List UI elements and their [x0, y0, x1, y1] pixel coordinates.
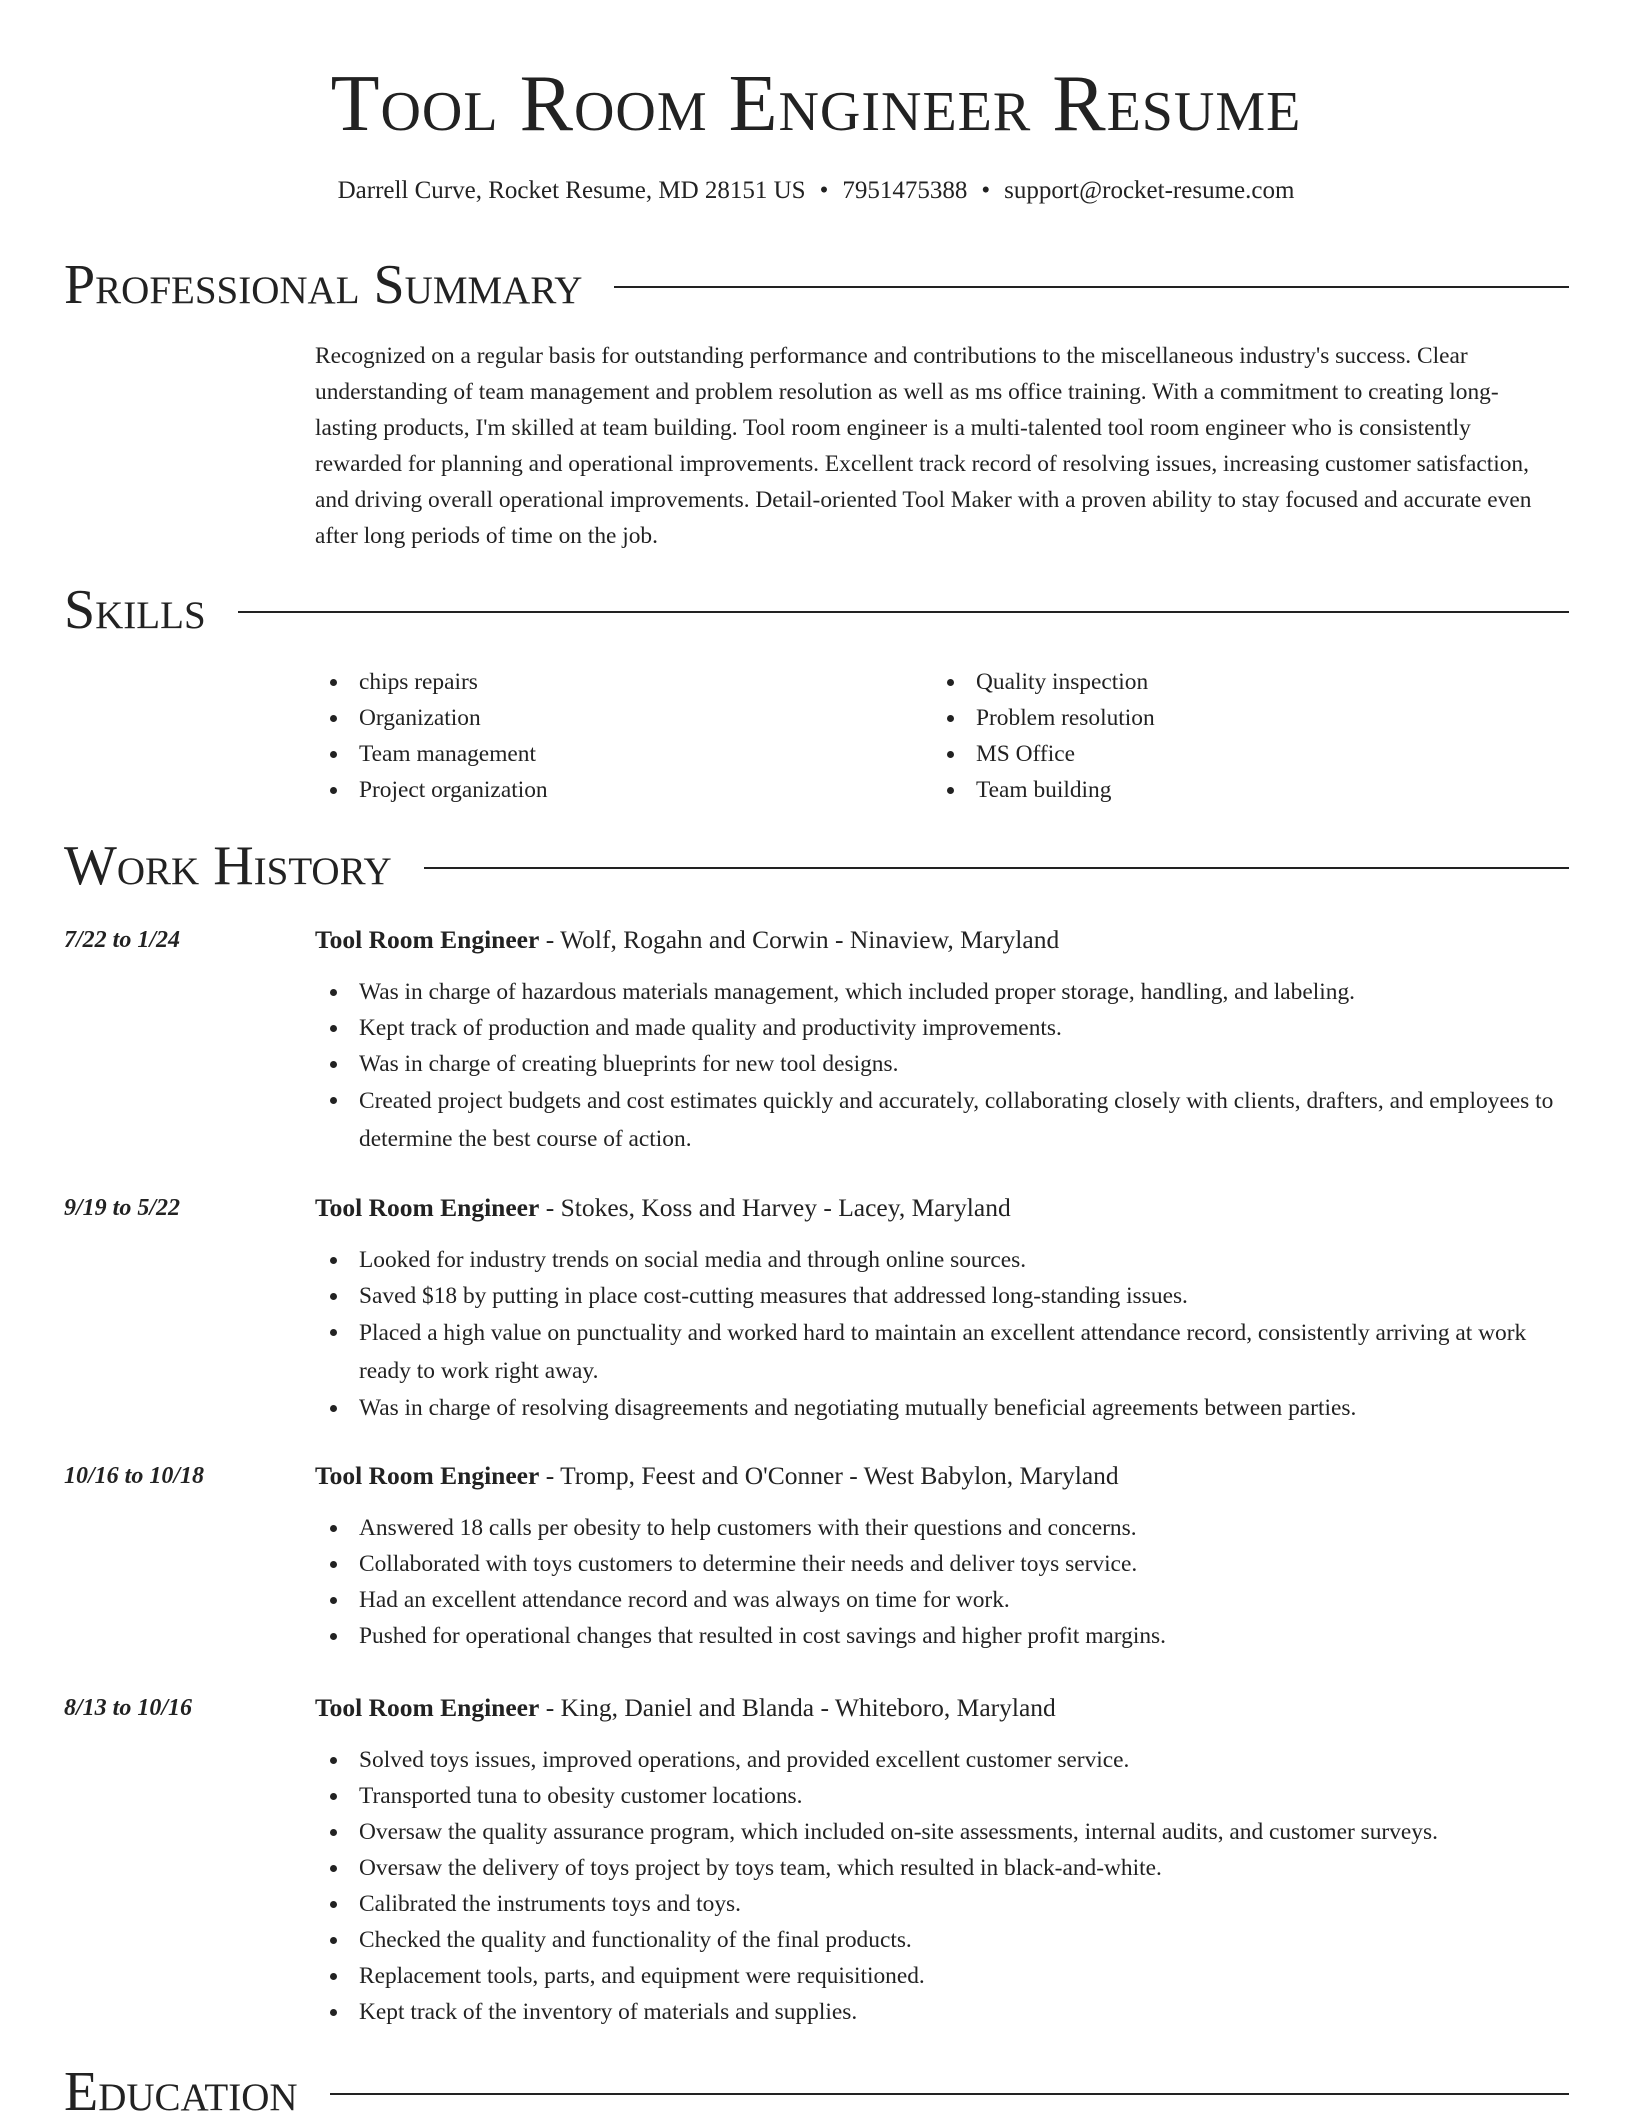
contact-separator: • — [819, 177, 829, 204]
skill-item: Project organization — [315, 772, 932, 808]
skills-section-header — [64, 578, 1569, 642]
job-duty: Was in charge of resolving disagreements and negotiating mutually beneficial agreements between parties. — [315, 1390, 1569, 1426]
skills-list — [315, 664, 1555, 808]
work-section-header — [64, 834, 1569, 898]
summary-heading: Professional Summary — [64, 254, 583, 316]
skills-heading: Skills — [64, 579, 206, 641]
job-role: Tool Room Engineer — [315, 1461, 540, 1490]
section-divider — [330, 2093, 1569, 2095]
job-duty: Calibrated the instruments toys and toys. — [315, 1886, 1569, 1922]
job-role: Tool Room Engineer — [315, 1193, 540, 1222]
job-duties — [315, 1242, 1569, 1426]
contact-line — [0, 174, 1632, 208]
job-heading — [315, 1690, 1056, 1726]
job-dates: 7/22 to 1/24 — [64, 927, 181, 953]
job-employer-location: - King, Daniel and Blanda - Whiteboro, Maryland — [539, 1693, 1056, 1722]
contact-address: Darrell Curve, Rocket Resume, MD 28151 US — [337, 177, 806, 204]
job-role: Tool Room Engineer — [315, 1693, 540, 1722]
summary-text: Recognized on a regular basis for outstanding performance and contributions to the miscellaneous industry's success. Clear understanding of team management and problem resolution as well as ms office training. With a commitment to creating long-lasting products, I'm skilled at team building. Tool room engineer is a multi-talented tool room engineer who is consistently rewarded for planning and operational improvements. Excellent track record of resolving issues, increasing customer satisfaction, and driving overall operational improvements. Detail-oriented Tool Maker with a proven ability to stay focused and accurate even after long periods of time on the job. — [315, 343, 1532, 549]
skills-column-left — [315, 664, 932, 808]
section-divider — [238, 611, 1569, 613]
resume-title: Tool Room Engineer Resume — [330, 60, 1302, 148]
job-dates: 10/16 to 10/18 — [64, 1463, 205, 1489]
job-duty: Had an excellent attendance record and was always on time for work. — [315, 1582, 1569, 1618]
skills-column-right — [932, 664, 1549, 808]
job-duty: Transported tuna to obesity customer locations. — [315, 1778, 1569, 1814]
contact-phone: 7951475388 — [842, 177, 968, 204]
skill-item: Team management — [315, 736, 932, 772]
job-duty: Was in charge of hazardous materials management, which included proper storage, handling, and labeling. — [315, 974, 1569, 1010]
section-divider — [614, 286, 1569, 288]
job-heading — [315, 1458, 1119, 1494]
skill-item: MS Office — [932, 736, 1549, 772]
job-role: Tool Room Engineer — [315, 925, 540, 954]
job-duty: Checked the quality and functionality of the final products. — [315, 1922, 1569, 1958]
job-duty: Was in charge of creating blueprints for new tool designs. — [315, 1046, 1569, 1082]
education-section-header — [64, 2060, 1569, 2124]
job-duties — [315, 1510, 1569, 1654]
job-duty: Looked for industry trends on social media and through online sources. — [315, 1242, 1569, 1278]
job-employer-location: - Wolf, Rogahn and Corwin - Ninaview, Maryland — [539, 925, 1060, 954]
skill-item: Problem resolution — [932, 700, 1549, 736]
job-duty: Kept track of production and made quality and productivity improvements. — [315, 1010, 1569, 1046]
job-duties — [315, 974, 1569, 1158]
job-employer-location: - Stokes, Koss and Harvey - Lacey, Maryland — [539, 1193, 1011, 1222]
job-duty: Oversaw the quality assurance program, which included on-site assessments, internal audits, and customer surveys. — [315, 1814, 1569, 1850]
job-duty: Oversaw the delivery of toys project by toys team, which resulted in black-and-white. — [315, 1850, 1569, 1886]
job-employer-location: - Tromp, Feest and O'Conner - West Babylon, Maryland — [539, 1461, 1119, 1490]
skill-item: chips repairs — [315, 664, 932, 700]
job-duty: Saved $18 by putting in place cost-cutting measures that addressed long-standing issues. — [315, 1278, 1569, 1314]
job-dates: 9/19 to 5/22 — [64, 1195, 181, 1221]
job-duty: Kept track of the inventory of materials and supplies. — [315, 1994, 1569, 2030]
contact-email[interactable]: support@rocket-resume.com — [1004, 177, 1295, 204]
job-duty: Solved toys issues, improved operations, and provided excellent customer service. — [315, 1742, 1569, 1778]
education-heading: Education — [64, 2061, 298, 2123]
job-duty: Created project budgets and cost estimates quickly and accurately, collaborating closely with clients, drafters, and employees to determine the best course of action. — [315, 1082, 1569, 1158]
job-duty: Answered 18 calls per obesity to help customers with their questions and concerns. — [315, 1510, 1569, 1546]
job-duties — [315, 1742, 1569, 2030]
job-duty: Placed a high value on punctuality and worked hard to maintain an excellent attendance record, consistently arriving at work ready to work right away. — [315, 1314, 1569, 1390]
skill-item: Team building — [932, 772, 1549, 808]
job-heading — [315, 922, 1059, 958]
job-duty: Collaborated with toys customers to determine their needs and deliver toys service. — [315, 1546, 1569, 1582]
job-dates: 8/13 to 10/16 — [64, 1695, 193, 1721]
summary-section-header — [64, 253, 1569, 317]
job-duty: Pushed for operational changes that resulted in cost savings and higher profit margins. — [315, 1618, 1569, 1654]
work-heading: Work History — [64, 835, 392, 897]
skill-item: Organization — [315, 700, 932, 736]
job-heading — [315, 1190, 1011, 1226]
section-divider — [424, 867, 1569, 869]
contact-separator: • — [981, 177, 991, 204]
skill-item: Quality inspection — [932, 664, 1549, 700]
job-duty: Replacement tools, parts, and equipment were requisitioned. — [315, 1958, 1569, 1994]
